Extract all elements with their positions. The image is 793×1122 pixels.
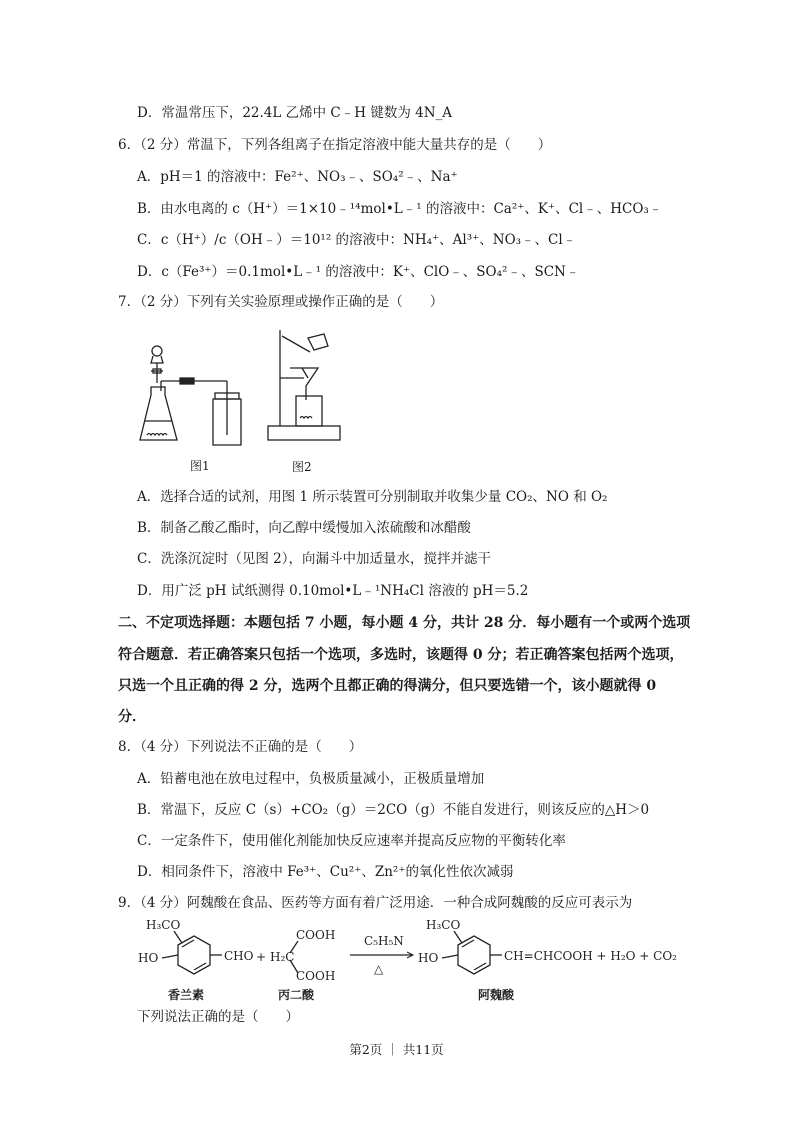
reaction-scheme [138,915,683,1005]
q8-option-c: C．一定条件下，使用催化剂能加快反应速率并提高反应物的平衡转化率 [137,833,566,849]
reactant-1-name: 香兰素 [168,988,205,1002]
catalyst-label: C₅H₅N [364,934,404,948]
figure-1-caption: 图1 [190,459,210,473]
malonic-cooh-bottom: COOH [296,969,336,983]
q7-option-d: D．用广泛 pH 试纸测得 0.10mol•L﹣¹NH₄Cl 溶液的 pH＝5.2 [137,583,529,599]
vanillin-aldehyde-label: CHO [224,949,254,963]
q8-option-a: A．铅蓄电池在放电过程中，负极质量减小，正极质量增加 [137,771,485,787]
q6-option-b: B．由水电离的 c（H⁺）＝1×10﹣¹⁴mol•L﹣¹ 的溶液中：Ca²⁺、K⁺、Cl﹣、HCO₃﹣ [137,201,663,217]
reactant-2-name: 丙二酸 [278,988,315,1002]
q8-option-b: B．常温下，反应 C（s）+CO₂（g）＝2CO（g）不能自发进行，则该反应的△H＞0 [137,802,650,818]
section-2-line-4: 分． [118,709,146,725]
q6-stem: 6．（2 分）常温下，下列各组离子在指定溶液中能大量共存的是（ ） [118,137,552,153]
product-name: 阿魏酸 [478,988,515,1002]
section-2-line-3: 只选一个且正确的得 2 分，选两个且都正确的得满分，但只要选错一个，该小题就得 0 [118,678,657,694]
section-2-line-2: 符合题意．若正确答案只包括一个选项，多选时，该题得 0 分；若正确答案包括两个选项， [118,647,684,663]
q7-option-a: A．选择合适的试剂，用图 1 所示装置可分别制取并收集少量 CO₂、NO 和 O₂ [137,489,608,505]
q9-stem: 9．（4 分）阿魏酸在食品、医药等方面有着广泛用途．一种合成阿魏酸的反应可表示为 [118,895,633,911]
q6-option-d: D．c（Fe³⁺）＝0.1mol•L﹣¹ 的溶液中：K⁺、ClO﹣、SO₄²﹣、SCN﹣ [137,264,580,280]
q8-stem: 8．（4 分）下列说法不正确的是（ ） [118,739,363,755]
q6-option-a: A．pH＝1 的溶液中：Fe²⁺、NO₃﹣、SO₄²﹣、Na⁺ [137,169,458,185]
q5-option-d: D．常温常压下，22.4L 乙烯中 C﹣H 键数为 4N_A [137,105,453,121]
q7-option-b: B．制备乙酸乙酯时，向乙醇中缓慢加入浓硫酸和冰醋酸 [137,520,471,536]
q7-option-c: C．洗涤沉淀时（见图 2），向漏斗中加适量水，搅拌并滤干 [137,551,491,567]
vanillin-ring [162,931,222,974]
section-2-line-1: 二、不定项选择题：本题包括 7 小题，每小题 4 分，共计 28 分．每小题有一个或两个选项 [118,615,691,631]
q6-option-c: C．c（H⁺）/c（OH﹣）＝10¹² 的溶液中：NH₄⁺、Al³⁺、NO₃﹣、Cl﹣ [137,232,577,248]
vanillin-methoxy-label: H₃CO [146,918,181,932]
plus-sign: + [256,950,267,964]
q7-stem: 7．（2 分）下列有关实验原理或操作正确的是（ ） [118,294,444,310]
vanillin-hydroxy-label: HO [138,951,159,965]
figure-2-caption: 图2 [292,460,312,474]
ferulic-hydroxy-label: HO [418,951,439,965]
heat-symbol: △ [374,962,384,976]
figure-1-apparatus [135,335,250,450]
q8-option-d: D．相同条件下，溶液中 Fe³⁺、Cu²⁺、Zn²⁺的氧化性依次减弱 [137,864,514,880]
malonic-cooh-top: COOH [296,928,336,942]
ferulic-methoxy-label: H₃CO [426,918,461,932]
malonic-h2c: H₂C [270,950,295,964]
page-footer: 第2页 ｜ 共11页 [349,1042,444,1057]
ferulic-ring [442,931,502,974]
figure-2-filtration [262,328,347,448]
q9-ask: 下列说法正确的是（ ） [137,1009,299,1025]
ferulic-chain-and-products: CH=CHCOOH + H₂O + CO₂ [504,949,677,963]
